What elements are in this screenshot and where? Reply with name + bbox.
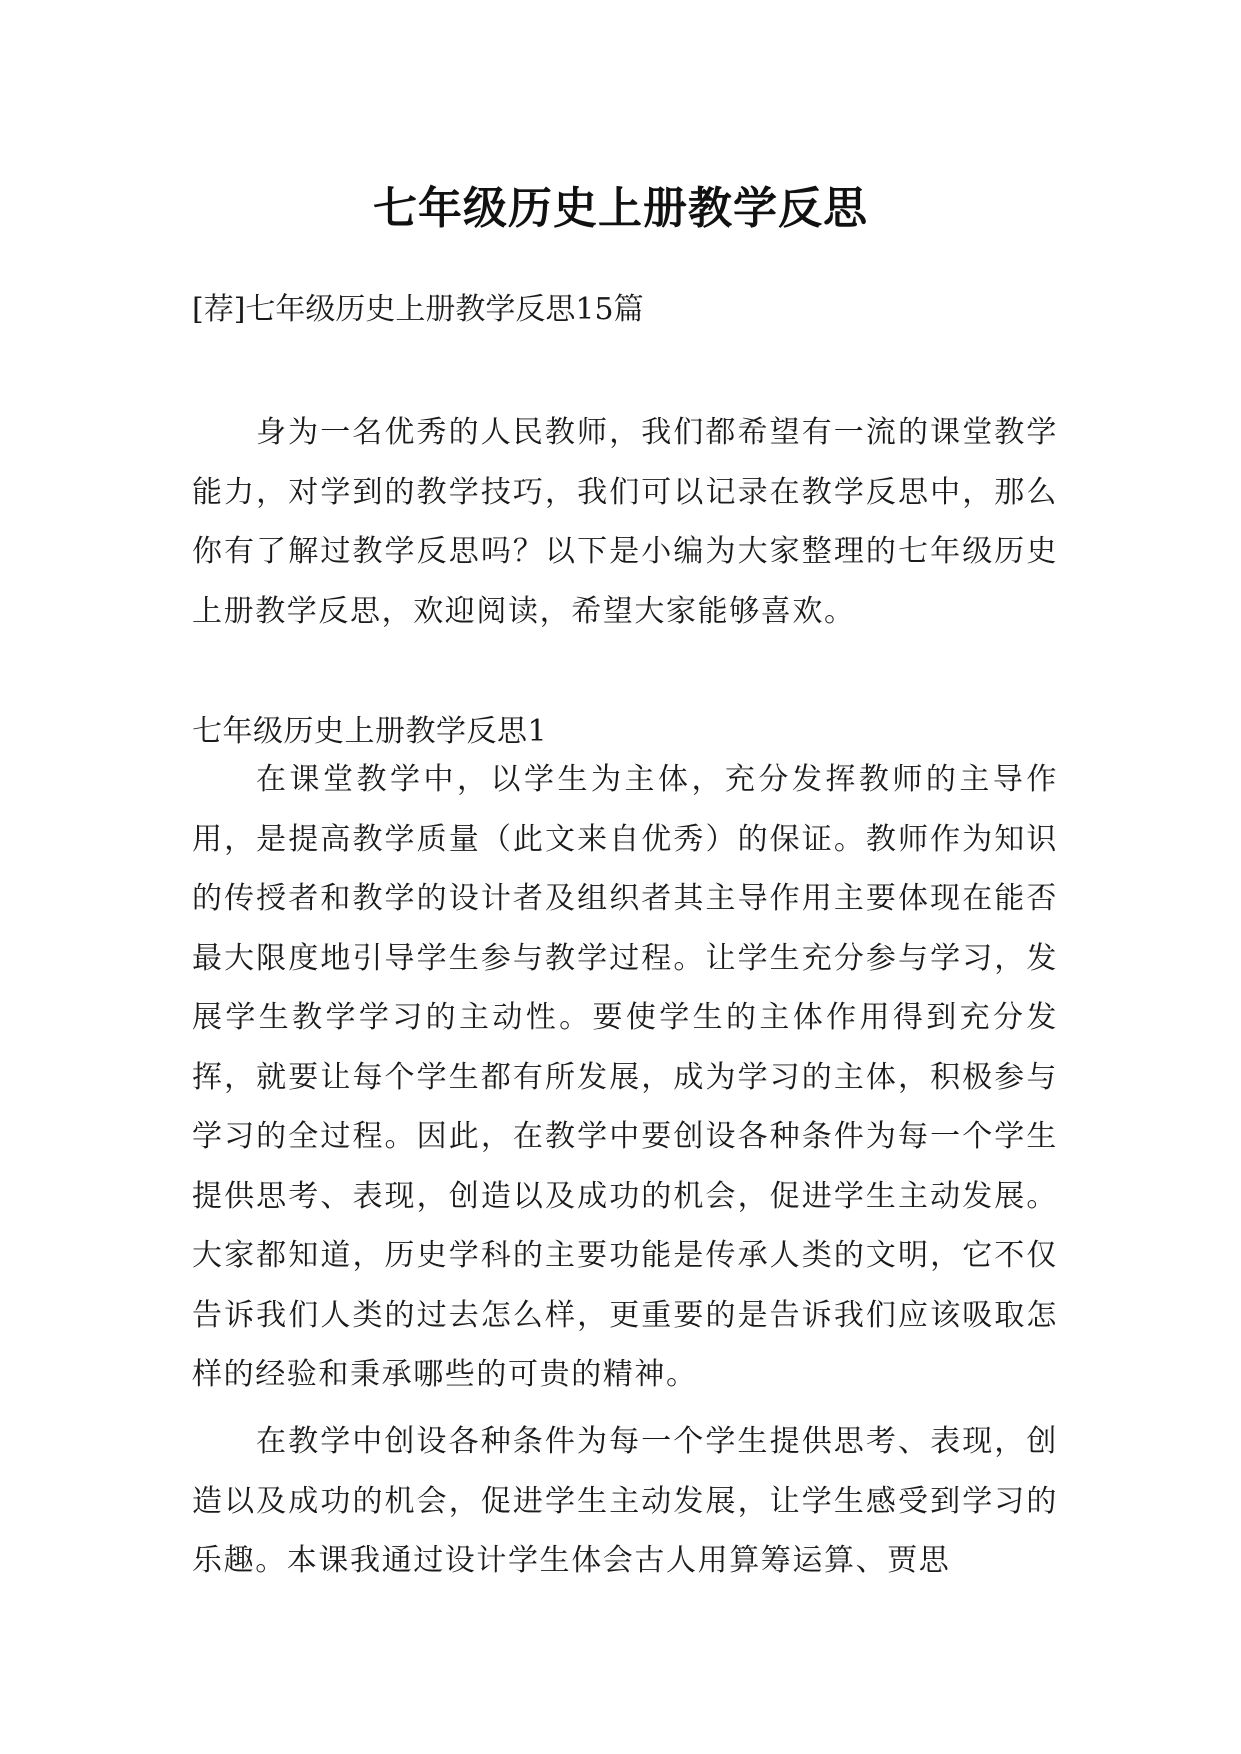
section-heading: 七年级历史上册教学反思1	[192, 714, 548, 749]
section-paragraph: 在教学中创设各种条件为每一个学生提供思考、表现，创造以及成功的机会，促进学生主动发展，让学生感受到学习的乐趣。本课我通过设计学生体会古人用算筹运算、贾思	[192, 1424, 1058, 1578]
document-subtitle: [荐]七年级历史上册教学反思15篇	[192, 292, 644, 327]
section-paragraph: 在课堂教学中，以学生为主体，充分发挥教师的主导作用，是提高教学质量（此文来自优秀）的保证。教师作为知识的传授者和教学的设计者及组织者其主导作用主要体现在能否最大限度地引导学生参与教学过程。让学生充分参与学习，发展学生教学学习的主动性。要使学生的主体作用得到充分发挥，就要让每个学生都有所发展，成为学习的主体，积极参与学习的全过程。因此，在教学中要创设各种条件为每一个学生提供思考、表现，创造以及成功的机会，促进学生主动发展。大家都知道，历史学科的主要功能是传承人类的文明，它不仅告诉我们人类的过去怎么样，更重要的是告诉我们应该吸取怎样的经验和秉承哪些的可贵的精神。	[192, 762, 1058, 1392]
intro-paragraph: 身为一名优秀的人民教师，我们都希望有一流的课堂教学能力，对学到的教学技巧，我们可以记录在教学反思中，那么你有了解过教学反思吗？以下是小编为大家整理的七年级历史上册教学反思，欢迎阅读，希望大家能够喜欢。	[192, 415, 1058, 629]
document-title: 七年级历史上册教学反思	[373, 183, 868, 235]
